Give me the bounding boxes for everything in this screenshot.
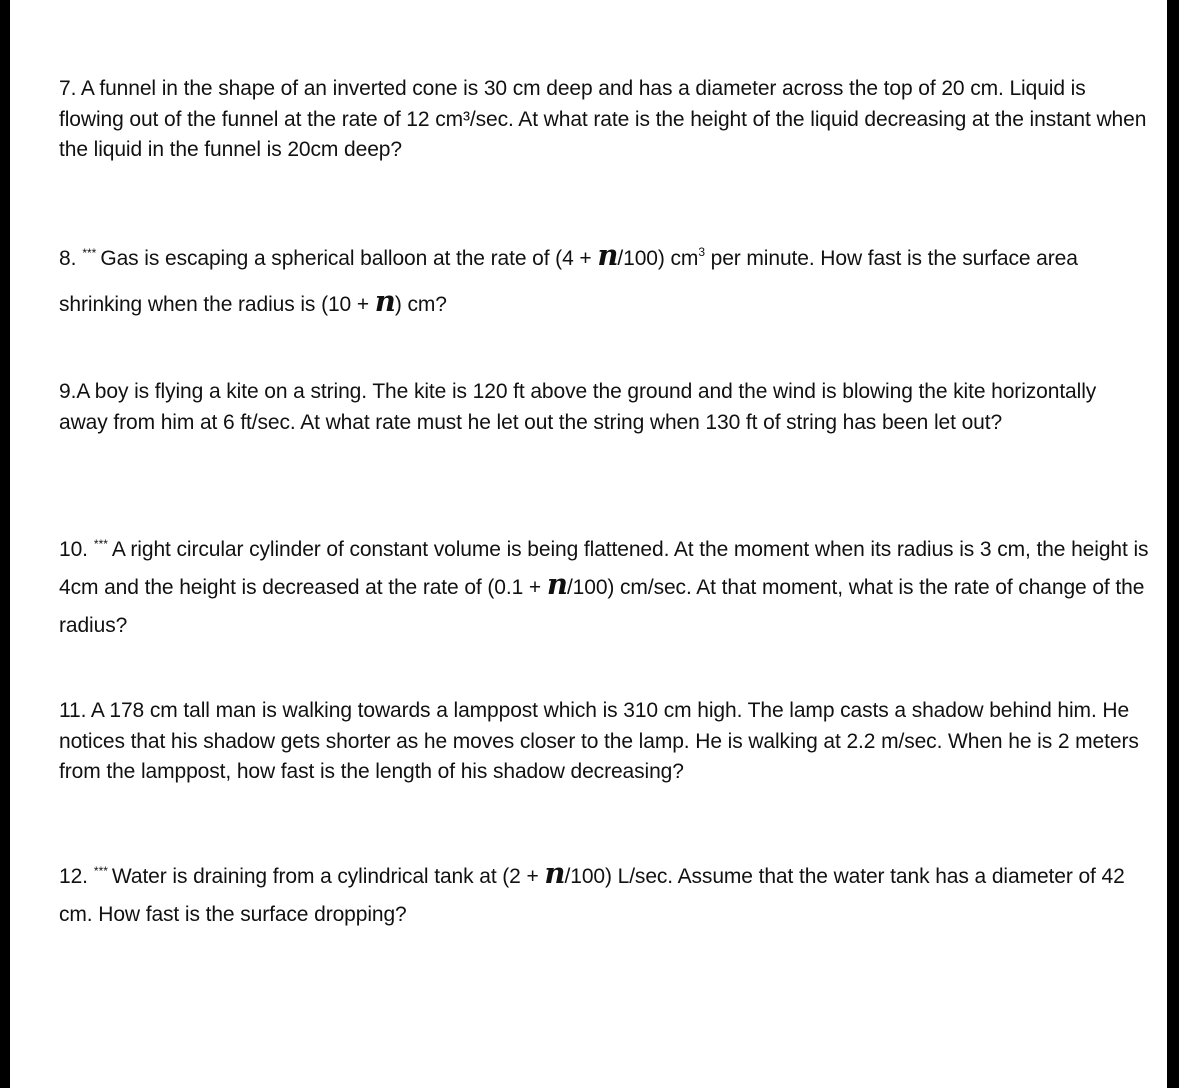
problem-10-number: 10. (59, 538, 88, 561)
problem-11: 11. A 178 cm tall man is walking towards a lamppost which is 310 cm high. The lamp casts a shadow behind him. He notices that his shadow gets shorter as he moves closer to the lamp. He is walking at 2.2 m/sec. When he is 2 meters from the lamppost, how fast is the length of his shadow decreasing? (59, 699, 1139, 783)
problem-8 (59, 229, 1149, 328)
problem-8-superscript: 3 (698, 245, 705, 259)
problem-8-marker: *** (82, 246, 97, 260)
problem-7: 7. A funnel in the shape of an inverted cone is 30 cm deep and has a diameter across the top of 20 cm. Liquid is flowing out of the funnel at the rate of 12 cm³/sec. At what rate is the height of the liquid decreasing at the instant when the liquid in the funnel is 20cm deep? (59, 77, 1147, 161)
problem-8-variable-n: n (597, 238, 618, 272)
problem-9: 9.A boy is flying a kite on a string. The kite is 120 ft above the ground and the wind is blowing the kite horizontally away from him at 6 ft/sec. At what rate must he let out the string when 130 ft of string has been let out? (59, 380, 1097, 434)
problem-10-marker: *** (93, 537, 108, 551)
problem-8-variable-n-2: n (374, 284, 395, 318)
problem-12-number: 12. (59, 865, 88, 888)
problem-12 (59, 852, 1149, 934)
problem-12-marker: *** (93, 864, 108, 878)
problem-10-text-part-2: /100) cm/sec. At that moment, what is the rate of change of the radius? (59, 576, 1145, 637)
problem-10-text-part-1: A right circular cylinder of constant volume is being flattened. At the moment when its radius is 3 cm, the height is 4cm and the height is decreased at the rate of (0.1 + (59, 538, 1149, 599)
problem-10-variable-n: n (546, 567, 567, 601)
problem-12-text-part-2: /100) L/sec. Assume that the water tank has a diameter of 42 cm. How fast is the surface dropping? (59, 865, 1125, 926)
worksheet-page (10, 0, 1167, 1088)
problem-8-text-part-4: ) cm? (394, 293, 447, 316)
problem-8-text-part-3: per minute. How fast is the surface area shrinking when the radius is (10 + (59, 247, 1078, 316)
problem-12-text-part-1: Water is draining from a cylindrical tank at (2 + (111, 865, 539, 888)
problem-8-text-part-2: /100) cm (617, 247, 699, 270)
problem-10 (59, 525, 1149, 645)
problem-8-text-part-1: Gas is escaping a spherical balloon at the rate of (4 + (100, 247, 592, 270)
problem-8-number: 8. (59, 247, 77, 270)
problem-12-variable-n: n (544, 856, 565, 890)
